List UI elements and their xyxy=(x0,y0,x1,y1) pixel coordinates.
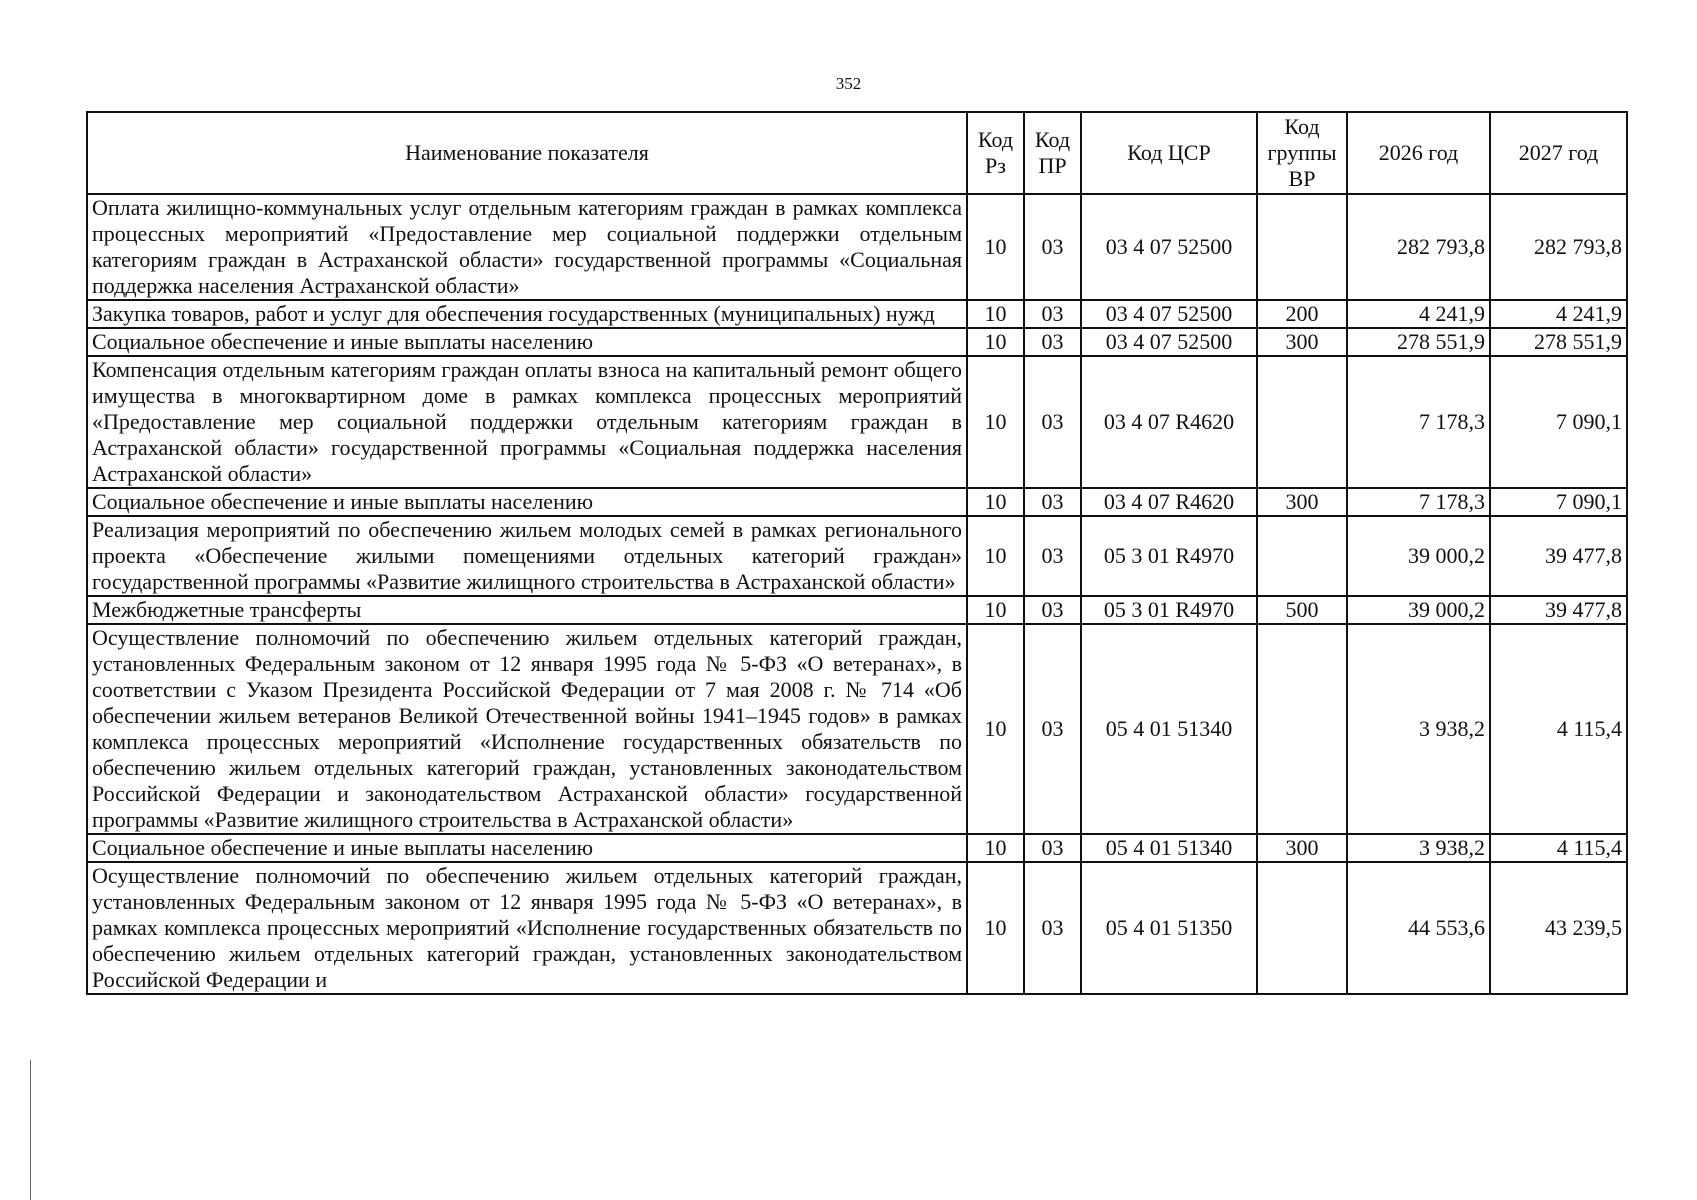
row-rz: 10 xyxy=(967,356,1024,488)
row-2026: 278 551,9 xyxy=(1347,328,1490,356)
row-pr: 03 xyxy=(1024,488,1081,516)
header-name: Наименование показателя xyxy=(87,112,967,194)
row-2026: 282 793,8 xyxy=(1347,194,1490,300)
row-vr: 500 xyxy=(1257,596,1347,624)
row-2027: 7 090,1 xyxy=(1490,488,1627,516)
row-pr: 03 xyxy=(1024,300,1081,328)
row-rz: 10 xyxy=(967,624,1024,834)
row-2026: 39 000,2 xyxy=(1347,596,1490,624)
row-rz: 10 xyxy=(967,516,1024,596)
row-2027: 4 115,4 xyxy=(1490,624,1627,834)
header-csr: Код ЦСР xyxy=(1081,112,1257,194)
row-vr: 300 xyxy=(1257,488,1347,516)
row-2027: 43 239,5 xyxy=(1490,862,1627,994)
header-rz: Код Рз xyxy=(967,112,1024,194)
budget-table xyxy=(86,111,1628,995)
table-row xyxy=(87,516,1627,596)
row-rz: 10 xyxy=(967,488,1024,516)
header-2026: 2026 год xyxy=(1347,112,1490,194)
row-2026: 3 938,2 xyxy=(1347,834,1490,862)
row-pr: 03 xyxy=(1024,356,1081,488)
row-csr: 05 4 01 51350 xyxy=(1081,862,1257,994)
row-2027: 39 477,8 xyxy=(1490,596,1627,624)
row-name: Осуществление полномочий по обеспечению жильем отдельных категорий граждан, установленных Федеральным законом от 12 января 1995 года № 5-ФЗ «О ветеранах», в рамках комплекса процессных мероприятий «Исполнение государственных обязательств по обеспечению жильем отдельных категорий граждан, установленных законодательством Российской Федерации и xyxy=(87,862,967,994)
row-pr: 03 xyxy=(1024,516,1081,596)
row-csr: 03 4 07 52500 xyxy=(1081,194,1257,300)
row-name: Оплата жилищно-коммунальных услуг отдельным категориям граждан в рамках комплекса процессных мероприятий «Предоставление мер социальной поддержки отдельным категориям граждан в Астраханской области» государственной программы «Социальная поддержка населения Астраханской области» xyxy=(87,194,967,300)
table-row xyxy=(87,834,1627,862)
row-2027: 39 477,8 xyxy=(1490,516,1627,596)
table-row xyxy=(87,862,1627,994)
row-2027: 278 551,9 xyxy=(1490,328,1627,356)
row-csr: 05 4 01 51340 xyxy=(1081,624,1257,834)
row-vr: 300 xyxy=(1257,834,1347,862)
row-name: Социальное обеспечение и иные выплаты населению xyxy=(87,834,967,862)
row-vr xyxy=(1257,194,1347,300)
row-pr: 03 xyxy=(1024,194,1081,300)
row-rz: 10 xyxy=(967,596,1024,624)
row-name: Межбюджетные трансферты xyxy=(87,596,967,624)
row-2026: 3 938,2 xyxy=(1347,624,1490,834)
table-row xyxy=(87,328,1627,356)
row-csr: 03 4 07 R4620 xyxy=(1081,488,1257,516)
row-csr: 05 4 01 51340 xyxy=(1081,834,1257,862)
header-pr: Код ПР xyxy=(1024,112,1081,194)
row-rz: 10 xyxy=(967,328,1024,356)
row-2027: 4 115,4 xyxy=(1490,834,1627,862)
row-name: Социальное обеспечение и иные выплаты населению xyxy=(87,328,967,356)
row-csr: 03 4 07 52500 xyxy=(1081,300,1257,328)
row-csr: 05 3 01 R4970 xyxy=(1081,596,1257,624)
row-2027: 282 793,8 xyxy=(1490,194,1627,300)
row-2027: 4 241,9 xyxy=(1490,300,1627,328)
row-name: Реализация мероприятий по обеспечению жильем молодых семей в рамках регионального проекта «Обеспечение жилыми помещениями отдельных категорий граждан» государственной программы «Развитие жилищного строительства в Астраханской области» xyxy=(87,516,967,596)
row-pr: 03 xyxy=(1024,862,1081,994)
row-name: Закупка товаров, работ и услуг для обеспечения государственных (муниципальных) нужд xyxy=(87,300,967,328)
row-2026: 44 553,6 xyxy=(1347,862,1490,994)
header-vr: Код группы ВР xyxy=(1257,112,1347,194)
row-rz: 10 xyxy=(967,862,1024,994)
table-row xyxy=(87,356,1627,488)
row-2027: 7 090,1 xyxy=(1490,356,1627,488)
row-vr xyxy=(1257,356,1347,488)
row-name: Компенсация отдельным категориям граждан оплаты взноса на капитальный ремонт общего имущества в многоквартирном доме в рамках комплекса процессных мероприятий «Предоставление мер социальной поддержки отдельным категориям граждан в Астраханской области» государственной программы «Социальная поддержка населения Астраханской области» xyxy=(87,356,967,488)
row-pr: 03 xyxy=(1024,834,1081,862)
table-header-row xyxy=(87,112,1627,194)
row-rz: 10 xyxy=(967,300,1024,328)
row-2026: 7 178,3 xyxy=(1347,488,1490,516)
row-pr: 03 xyxy=(1024,596,1081,624)
table-row xyxy=(87,488,1627,516)
row-rz: 10 xyxy=(967,194,1024,300)
row-csr: 05 3 01 R4970 xyxy=(1081,516,1257,596)
row-csr: 03 4 07 52500 xyxy=(1081,328,1257,356)
row-name: Социальное обеспечение и иные выплаты населению xyxy=(87,488,967,516)
row-2026: 39 000,2 xyxy=(1347,516,1490,596)
row-rz: 10 xyxy=(967,834,1024,862)
header-2027: 2027 год xyxy=(1490,112,1627,194)
row-vr xyxy=(1257,624,1347,834)
row-vr: 300 xyxy=(1257,328,1347,356)
table-row xyxy=(87,624,1627,834)
row-vr xyxy=(1257,516,1347,596)
row-vr: 200 xyxy=(1257,300,1347,328)
table-row xyxy=(87,596,1627,624)
row-2026: 7 178,3 xyxy=(1347,356,1490,488)
table-row xyxy=(87,194,1627,300)
row-csr: 03 4 07 R4620 xyxy=(1081,356,1257,488)
row-pr: 03 xyxy=(1024,624,1081,834)
page-number: 352 xyxy=(835,74,862,93)
table-row xyxy=(87,300,1627,328)
row-name: Осуществление полномочий по обеспечению жильем отдельных категорий граждан, установленных Федеральным законом от 12 января 1995 года № 5-ФЗ «О ветеранах», в соответствии с Указом Президента Российской Федерации от 7 мая 2008 г. № 714 «Об обеспечении жильем ветеранов Великой Отечественной войны 1941–1945 годов» в рамках комплекса процессных мероприятий «Исполнение государственных обязательств по обеспечению жильем отдельных категорий граждан, установленных законодательством Российской Федерации и законодательством Астраханской области» государственной программы «Развитие жилищного строительства в Астраханской области» xyxy=(87,624,967,834)
row-vr xyxy=(1257,862,1347,994)
scan-margin-line xyxy=(30,1060,31,1200)
row-2026: 4 241,9 xyxy=(1347,300,1490,328)
row-pr: 03 xyxy=(1024,328,1081,356)
